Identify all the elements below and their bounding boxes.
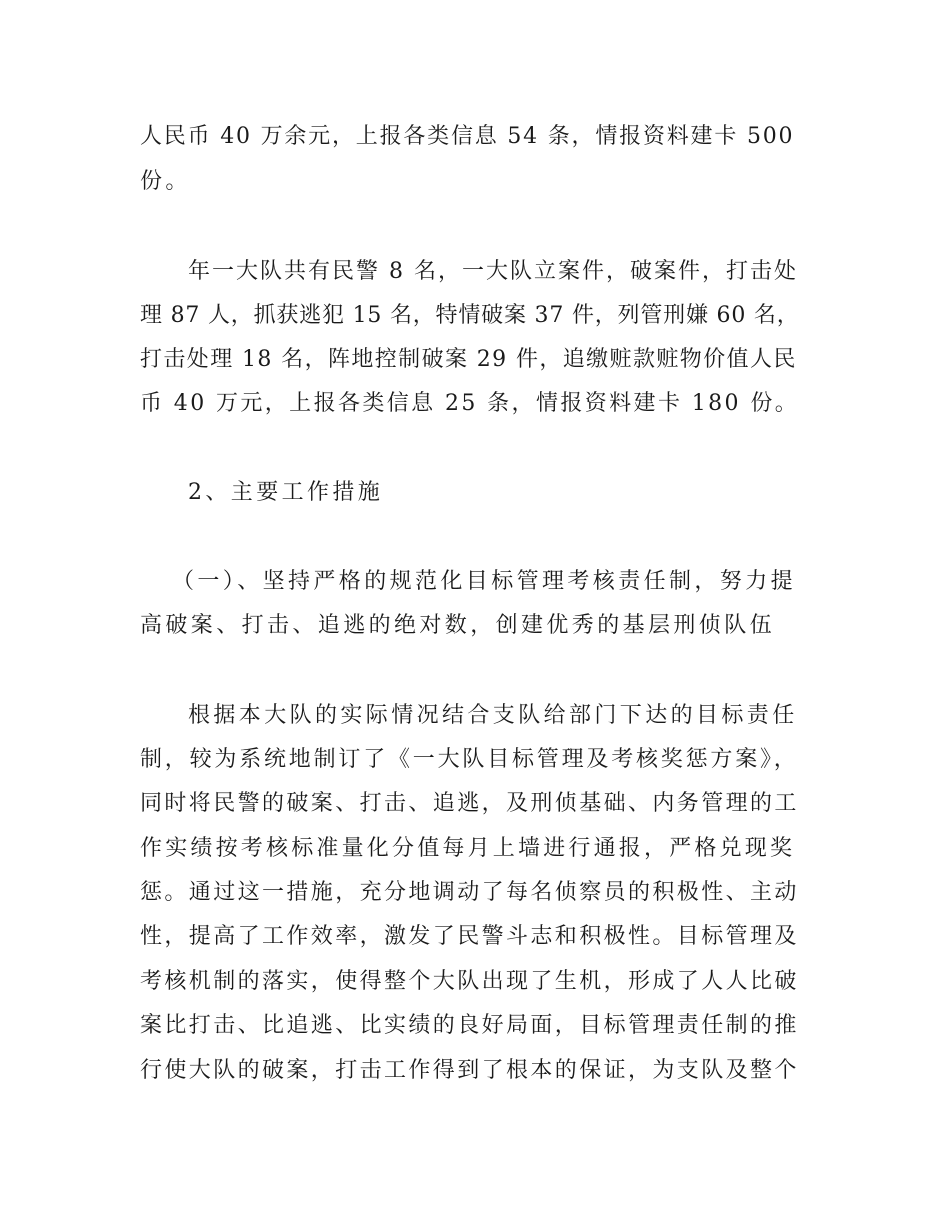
subsection-heading-line-1: （一）、坚持严格的规范化目标管理考核责任制，努力提: [172, 569, 797, 594]
paragraph-3-line-2: 制，较为系统地制订了《一大队目标管理及考核奖惩方案》，: [140, 747, 799, 772]
paragraph-3-line-7: 考核机制的落实，使得整个大队出现了生机，形成了人人比破: [140, 969, 799, 994]
paragraph-3-line-9: 行使大队的破案，打击工作得到了根本的保证，为支队及整个: [140, 1058, 799, 1083]
paragraph-2-line-4: 币 40 万元，上报各类信息 25 条，情报资料建卡 180 份。: [140, 391, 800, 416]
paragraph-3-line-4: 作实绩按考核标准量化分值每月上墙进行通报，严格兑现奖: [140, 836, 796, 861]
paragraph-1-line-2: 份。: [140, 169, 191, 194]
paragraph-3-line-1: 根据本大队的实际情况结合支队给部门下达的目标责任: [188, 703, 798, 728]
paragraph-2-line-1: 年一大队共有民警 8 名，一大队立案件，破案件，打击处: [188, 259, 798, 284]
paragraph-3-line-3: 同时将民警的破案、打击、追逃，及刑侦基础、内务管理的工: [140, 791, 799, 816]
subsection-heading-line-2: 高破案、打击、追逃的绝对数，创建优秀的基层刑侦队伍: [140, 613, 776, 638]
paragraph-2-line-3: 打击处理 18 名，阵地控制破案 29 件，追缴赃款赃物价值人民: [140, 347, 797, 372]
paragraph-3-line-6: 性，提高了工作效率，激发了民警斗志和积极性。目标管理及: [140, 924, 799, 949]
paragraph-2-line-2: 理 87 人，抓获逃犯 15 名，特情破案 37 件，列管刑嫌 60 名，: [140, 303, 800, 328]
paragraph-3-line-8: 案比打击、比追逃、比实绩的良好局面，目标管理责任制的推: [140, 1013, 799, 1038]
paragraph-3-line-5: 惩。通过这一措施，充分地调动了每名侦察员的积极性、主动: [140, 880, 799, 905]
paragraph-1-line-1: 人民币 40 万余元，上报各类信息 54 条，情报资料建卡 500: [140, 124, 795, 149]
section-heading: 2、主要工作措施: [188, 480, 384, 505]
